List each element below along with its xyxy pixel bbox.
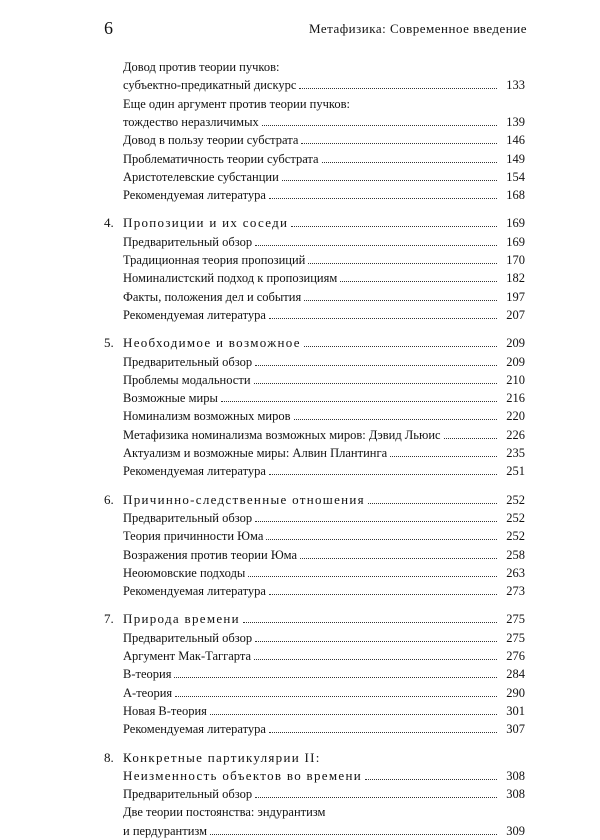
entry-title: Факты, положения дел и события (123, 289, 302, 304)
toc-entry-row (0, 509, 600, 527)
dot-leader (255, 521, 497, 522)
chapter-number-cell (0, 749, 114, 767)
chapter-number: 8. (104, 749, 114, 765)
dot-leader (444, 438, 497, 439)
toc-entry-row (0, 684, 600, 702)
chapter-number: 4. (104, 215, 114, 231)
chapter-row (0, 214, 600, 232)
page-ref: 276 (506, 649, 525, 663)
page-ref: 139 (506, 114, 525, 129)
page-ref: 275 (506, 630, 525, 645)
dot-leader (175, 696, 497, 697)
toc-entry-row (0, 702, 600, 720)
entry-title: Предварительный обзор (123, 354, 253, 369)
page-ref: 197 (506, 289, 525, 304)
entry-title: Новая B-теория (123, 703, 207, 718)
page-ref: 252 (506, 492, 525, 507)
dot-leader (262, 125, 497, 126)
toc-entry-row (0, 462, 600, 480)
page-ref: 149 (506, 151, 525, 166)
entry-title: A-теория (123, 685, 173, 700)
dot-leader (269, 732, 497, 733)
page-ref: 263 (506, 565, 525, 580)
entry-title: Довод в пользу теории субстрата (123, 133, 299, 148)
toc-entry-row (0, 251, 600, 269)
dot-leader (301, 143, 497, 144)
dot-leader (368, 503, 497, 504)
entry-title: Проблемы модальности (123, 372, 251, 387)
dot-leader (255, 641, 497, 642)
toc-entry-row (0, 407, 600, 425)
page-ref: 207 (506, 307, 525, 322)
toc-entry-row (0, 168, 600, 186)
dot-leader (269, 198, 497, 199)
dot-leader (282, 180, 497, 181)
chapter-number: 5. (104, 335, 114, 351)
entry-title: Метафизика номинализма возможных миров: Дэвид Льюис (123, 427, 441, 442)
toc-entry-row (0, 647, 600, 665)
dot-leader (340, 281, 497, 282)
toc-entry-row (0, 444, 600, 462)
chapter-title: Неизменность объектов во времени (123, 767, 362, 783)
chapter-row (0, 334, 600, 352)
chapter-row (0, 491, 600, 509)
entry-title: Номинализм возможных миров (123, 409, 291, 424)
entry-title: Рекомендуемая литература (123, 722, 266, 737)
page-number: 6 (104, 18, 113, 38)
dot-leader (365, 779, 497, 780)
page-ref: 235 (506, 446, 525, 460)
entry-title: Рекомендуемая литература (123, 464, 266, 479)
dot-leader (390, 456, 497, 457)
toc-entry-row (0, 306, 600, 324)
dot-leader (255, 365, 497, 366)
toc-entry-row (0, 629, 600, 647)
toc-entry-row (0, 720, 600, 738)
page-ref: 258 (506, 547, 525, 562)
entry-title: Предварительный обзор (123, 787, 253, 802)
page-ref: 209 (506, 336, 525, 351)
page-ref: 309 (506, 823, 525, 838)
toc-entry-row (0, 76, 600, 94)
page-ref: 146 (506, 133, 525, 148)
dot-leader (221, 401, 497, 402)
entry-title: Рекомендуемая литература (123, 584, 266, 599)
page-ref: 273 (506, 584, 525, 599)
toc-entry-row (0, 288, 600, 306)
entry-title: Традиционная теория пропозиций (123, 253, 306, 267)
entry-title: Актуализм и возможные миры: Алвин Плантинга (123, 446, 388, 460)
entry-title: Теория причинности Юма (123, 529, 264, 544)
dot-leader (294, 419, 498, 420)
toc-entry-row (0, 785, 600, 803)
toc-entry-row (0, 389, 600, 407)
page-ref: 290 (506, 685, 525, 700)
dot-leader (304, 300, 497, 301)
toc-entry-row (0, 186, 600, 204)
entry-title: B-теория (123, 667, 172, 682)
page-ref: 168 (506, 188, 525, 203)
entry-title: Неоюмовские подходы (123, 565, 246, 580)
dot-leader (210, 834, 497, 835)
toc-entry-row (0, 233, 600, 251)
page-ref: 210 (506, 372, 525, 387)
page-ref: 307 (506, 722, 525, 737)
entry-title: Предварительный обзор (123, 510, 253, 525)
toc-entry-row (0, 564, 600, 582)
chapter-title: Причинно-следственные отношения (123, 491, 365, 507)
chapter-number: 7. (104, 611, 114, 627)
dot-leader (291, 226, 497, 227)
toc-entry-row (0, 131, 600, 149)
toc-entry-row (0, 269, 600, 287)
page-ref: 220 (506, 409, 525, 424)
page-ref: 170 (506, 253, 525, 267)
page-ref: 209 (506, 354, 525, 369)
running-title: Метафизика: Современное введение (308, 21, 527, 36)
page-ref: 169 (506, 216, 525, 231)
dot-leader (255, 797, 497, 798)
toc-entry-row (0, 527, 600, 545)
toc-entry-row (0, 95, 600, 113)
toc-entry-row (0, 582, 600, 600)
page-ref: 252 (506, 529, 525, 544)
entry-title: Довод против теории пучков: (123, 60, 280, 74)
toc-entry-row (0, 426, 600, 444)
dot-leader (254, 659, 497, 660)
page-ref: 226 (506, 427, 525, 442)
toc-entry-row (0, 150, 600, 168)
entry-title: Две теории постоянства: эндурантизм (123, 805, 326, 820)
page-ref: 154 (506, 169, 525, 184)
entry-title: Еще один аргумент против теории пучков: (123, 96, 350, 111)
toc-entry-row (0, 353, 600, 371)
chapter-title: Конкретные партикулярии II: (123, 749, 321, 765)
page-ref: 284 (506, 667, 525, 682)
page-ref: 216 (506, 391, 525, 406)
dot-leader (266, 539, 497, 540)
chapter-title: Природа времени (123, 611, 240, 627)
entry-title: и пердурантизм (123, 823, 208, 838)
entry-title: Возможные миры (123, 391, 218, 406)
entry-title: Рекомендуемая литература (123, 307, 266, 322)
toc-entry-row (0, 371, 600, 389)
dot-leader (254, 383, 497, 384)
chapter-number: 6. (104, 491, 114, 507)
toc-entry-row (0, 803, 600, 821)
chapter-row (0, 749, 600, 767)
toc-entry-row (0, 822, 600, 840)
page-ref: 133 (506, 78, 525, 93)
dot-leader (322, 162, 497, 163)
page-ref: 275 (506, 612, 525, 627)
page-ref: 252 (506, 510, 525, 525)
entry-title: субъектно-предикатный дискурс (123, 78, 297, 93)
dot-leader (243, 622, 497, 623)
page-ref: 308 (506, 768, 525, 783)
entry-title: Предварительный обзор (123, 234, 253, 249)
page-ref: 169 (506, 234, 525, 249)
toc-entry-row (0, 665, 600, 683)
dot-leader (248, 576, 497, 577)
dot-leader (304, 346, 497, 347)
chapter-number-cell (0, 610, 114, 628)
chapter-row (0, 610, 600, 628)
toc-entry-row (0, 113, 600, 131)
entry-title: Проблематичность теории субстрата (123, 151, 319, 166)
dot-leader (269, 594, 497, 595)
entry-title: Номиналистский подход к пропозициям (123, 271, 338, 286)
chapter-title: Пропозиции и их соседи (123, 215, 289, 231)
page-ref: 251 (506, 464, 525, 479)
entry-title: Рекомендуемая литература (123, 188, 266, 203)
chapter-number-cell (0, 491, 114, 509)
entry-title: тождество неразличимых (123, 114, 259, 129)
dot-leader (269, 318, 497, 319)
dot-leader (300, 558, 497, 559)
entry-title: Возражения против теории Юма (123, 547, 298, 562)
chapter-row (0, 767, 600, 785)
dot-leader (269, 474, 497, 475)
entry-title: Аргумент Мак-Таггарта (123, 649, 252, 663)
toc-entry-row (0, 58, 600, 76)
toc-entry-row (0, 546, 600, 564)
page-ref: 301 (506, 703, 525, 718)
dot-leader (255, 245, 497, 246)
page-header (0, 18, 600, 38)
dot-leader (299, 88, 497, 89)
dot-leader (210, 714, 497, 715)
dot-leader (308, 263, 497, 264)
page-ref: 182 (506, 271, 525, 286)
dot-leader (174, 677, 497, 678)
entry-title: Аристотелевские субстанции (123, 169, 279, 184)
chapter-number-cell (0, 214, 114, 232)
page-ref: 308 (506, 787, 525, 802)
chapter-number-cell (0, 334, 114, 352)
chapter-title: Необходимое и возможное (123, 335, 301, 351)
entry-title: Предварительный обзор (123, 630, 253, 645)
